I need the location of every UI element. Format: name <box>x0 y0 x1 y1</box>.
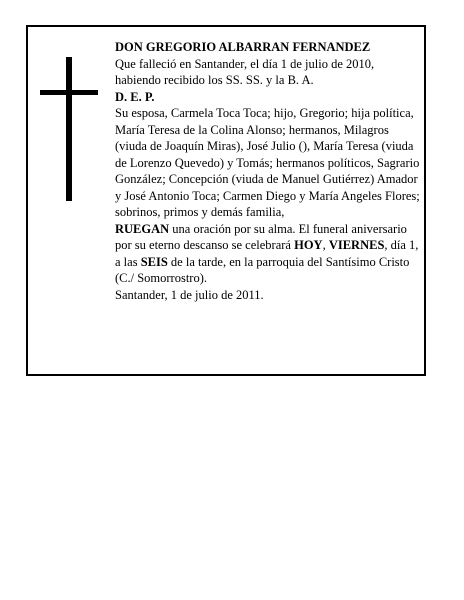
obituary-notice <box>26 25 426 376</box>
funeral-request <box>115 221 421 287</box>
signature-line: Santander, 1 de julio de 2011. <box>115 287 264 302</box>
obituary-text <box>115 39 421 303</box>
viernes-text: VIERNES <box>328 238 385 252</box>
cross-icon <box>40 57 98 201</box>
death-info: Que falleció en Santander, el día 1 de julio de 2010, habiendo recibido los SS. SS. y la B. A. <box>115 56 375 87</box>
dep-label: D. E. P. <box>115 89 155 104</box>
seis-text: SEIS <box>140 254 168 269</box>
ruegan-text: RUEGAN <box>115 221 170 236</box>
cross-vertical-bar <box>66 57 72 201</box>
deceased-name: DON GREGORIO ALBARRAN FERNANDEZ <box>115 40 371 54</box>
hoy-text: HOY <box>294 238 323 252</box>
family-list: Su esposa, Carmela Toca Toca; hijo, Gregorio; hija política, María Teresa de la Colina Alonso; hermanos, Milagros (viuda de Joaquín Miras), José Julio (), María Teresa (viuda de Lorenzo Quevedo) y Tomás; hermanos políticos, Sagrario González; Concepción (viuda de Manuel Gutiérrez) Amador y José Antonio Toca; Carmen Diego y María Angeles Flores; sobrinos, primos y demás familia, <box>115 106 420 219</box>
cross-horizontal-bar <box>40 90 98 95</box>
request-text-1: una oración por su alma. El funeral aniversario por su eterno descanso se celebrará <box>115 221 407 252</box>
request-text-3: , día 1, a las <box>115 238 419 269</box>
request-text-2: , <box>322 238 329 252</box>
request-text-4: de la tarde, en la parroquia del Santísimo Cristo (C./ Somorrostro). <box>115 254 410 285</box>
